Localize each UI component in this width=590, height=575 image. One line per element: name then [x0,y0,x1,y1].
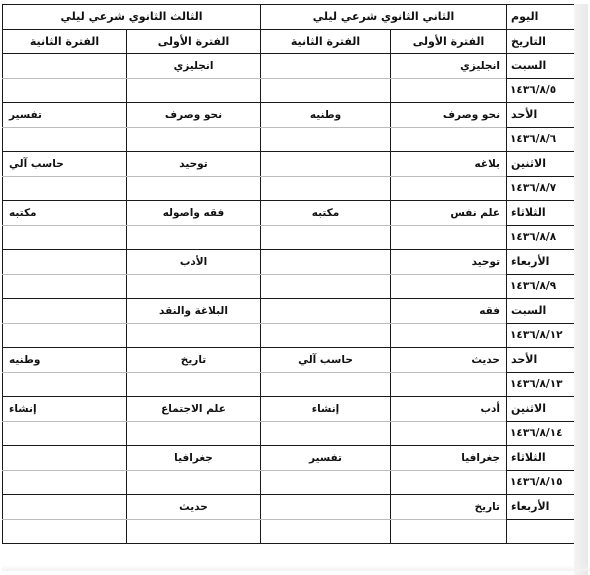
subject-cell-s3p2 [3,250,127,275]
subject-cell-s3p1: جغرافيا [127,446,261,471]
day-cell: السبت [507,299,575,324]
date-cell: ١٤٣٦/٨/٦ [507,127,575,152]
day-cell: الأحد [507,348,575,373]
group-2-period-1-header: الفترة الأولى [391,29,507,54]
blank-cell [127,421,261,446]
table-row-date [3,470,575,495]
subject-cell-s3p2: مكتبه [3,201,127,226]
day-cell: الاثنين [507,152,575,177]
subject-cell-s3p2: تفسير [3,103,127,128]
subject-cell-s3p1: البلاغة والنقد [127,299,261,324]
date-cell: ١٤٣٦/٨/٩ [507,274,575,299]
blank-cell [261,274,391,299]
subject-cell-s2p2: تفسير [261,446,391,471]
date-cell: ١٤٣٦/٨/٨ [507,225,575,250]
blank-cell [3,421,127,446]
day-column-header: اليوم [507,5,575,30]
table-row [3,250,575,275]
blank-cell [261,127,391,152]
subject-cell-s2p1: أدب [391,397,507,422]
date-cell: ١٤٣٦/٨/١٤ [507,421,575,446]
subject-cell-s2p2: وطنيه [261,103,391,128]
table-row [3,54,575,79]
table-row-date [3,372,575,397]
blank-cell [127,519,261,544]
blank-cell [391,323,507,348]
group-3-period-2-header: الفترة الثانية [3,29,127,54]
date-cell: ١٤٣٦/٨/١٥ [507,470,575,495]
blank-cell [391,127,507,152]
page-bottom-fade [2,565,590,571]
table-row-date [3,127,575,152]
subject-cell-s2p2: إنشاء [261,397,391,422]
blank-cell [3,470,127,495]
subject-cell-s2p2 [261,54,391,79]
blank-cell [261,372,391,397]
table-row [3,201,575,226]
table-row-date [3,274,575,299]
day-cell: السبت [507,54,575,79]
table-row [3,103,575,128]
date-cell: ١٤٣٦/٨/١٣ [507,372,575,397]
page-edge [574,4,588,575]
blank-cell [261,176,391,201]
table-row [3,152,575,177]
subject-cell-s3p2: وطنيه [3,348,127,373]
date-cell: ١٤٣٦/٨/٧ [507,176,575,201]
blank-cell [261,421,391,446]
subject-cell-s2p2 [261,152,391,177]
table-row-date [3,421,575,446]
blank-cell [3,225,127,250]
subject-cell-s3p2: إنشاء [3,397,127,422]
blank-cell [261,225,391,250]
subject-cell-s3p1: توحيد [127,152,261,177]
blank-cell [127,127,261,152]
subject-cell-s2p1: تاريخ [391,495,507,520]
table-row-date [3,78,575,103]
blank-cell [391,78,507,103]
blank-cell [261,78,391,103]
subject-cell-s2p1: حديث [391,348,507,373]
group-2-period-2-header: الفترة الثانية [261,29,391,54]
subject-cell-s3p1: نحو وصرف [127,103,261,128]
blank-cell [3,274,127,299]
subject-cell-s2p2 [261,495,391,520]
day-cell: الأربعاء [507,495,575,520]
blank-cell [127,372,261,397]
subject-cell-s2p2 [261,250,391,275]
blank-cell [261,519,391,544]
blank-cell [391,519,507,544]
blank-cell [127,274,261,299]
blank-cell [391,176,507,201]
day-cell: الاثنين [507,397,575,422]
subject-cell-s2p2: مكتبه [261,201,391,226]
blank-cell [3,323,127,348]
subject-cell-s2p1: توحيد [391,250,507,275]
blank-cell [391,225,507,250]
header-row-groups [3,5,575,30]
table-row-date [3,176,575,201]
blank-cell [127,323,261,348]
blank-cell [127,176,261,201]
subject-cell-s3p1: انجليزي [127,54,261,79]
blank-cell [3,372,127,397]
group-3-period-1-header: الفترة الأولى [127,29,261,54]
subject-cell-s2p1: جغرافيا [391,446,507,471]
subject-cell-s2p1: فقه [391,299,507,324]
table-row-date [3,519,575,544]
subject-cell-s2p1: بلاغه [391,152,507,177]
subject-cell-s3p1: علم الاجتماع [127,397,261,422]
table-row [3,348,575,373]
date-column-header: التاريخ [507,29,575,54]
day-cell: الثلاثاء [507,201,575,226]
subject-cell-s2p1: انجليزي [391,54,507,79]
blank-cell [391,470,507,495]
group-2-header: الثاني الثانوي شرعي ليلي [261,5,507,30]
subject-cell-s3p1: حديث [127,495,261,520]
blank-cell [391,372,507,397]
blank-cell [261,323,391,348]
subject-cell-s3p2 [3,446,127,471]
exam-schedule-table [2,4,575,544]
table-row-date [3,323,575,348]
day-cell: الأحد [507,103,575,128]
subject-cell-s2p1: علم نفس [391,201,507,226]
blank-cell [127,78,261,103]
subject-cell-s3p2 [3,299,127,324]
subject-cell-s3p1: الأدب [127,250,261,275]
subject-cell-s3p2 [3,54,127,79]
schedule-sheet [2,4,588,571]
day-cell: الثلاثاء [507,446,575,471]
blank-cell [127,470,261,495]
blank-cell [261,470,391,495]
header-row-periods [3,29,575,54]
table-row [3,299,575,324]
schedule-body [3,54,575,544]
table-row [3,446,575,471]
subject-cell-s2p2: حاسب آلي [261,348,391,373]
table-row-date [3,225,575,250]
subject-cell-s3p1: فقه واصوله [127,201,261,226]
blank-cell [391,274,507,299]
blank-cell [3,176,127,201]
blank-cell [3,519,127,544]
blank-cell [3,78,127,103]
day-cell: الأربعاء [507,250,575,275]
blank-cell [3,127,127,152]
date-cell [507,519,575,544]
table-row [3,495,575,520]
blank-cell [127,225,261,250]
blank-cell [391,421,507,446]
date-cell: ١٤٣٦/٨/١٢ [507,323,575,348]
subject-cell-s3p2: حاسب آلي [3,152,127,177]
date-cell: ١٤٣٦/٨/٥ [507,78,575,103]
table-row [3,397,575,422]
group-3-header: الثالث الثانوي شرعي ليلي [3,5,261,30]
subject-cell-s3p1: تاريخ [127,348,261,373]
subject-cell-s2p2 [261,299,391,324]
subject-cell-s3p2 [3,495,127,520]
subject-cell-s2p1: نحو وصرف [391,103,507,128]
